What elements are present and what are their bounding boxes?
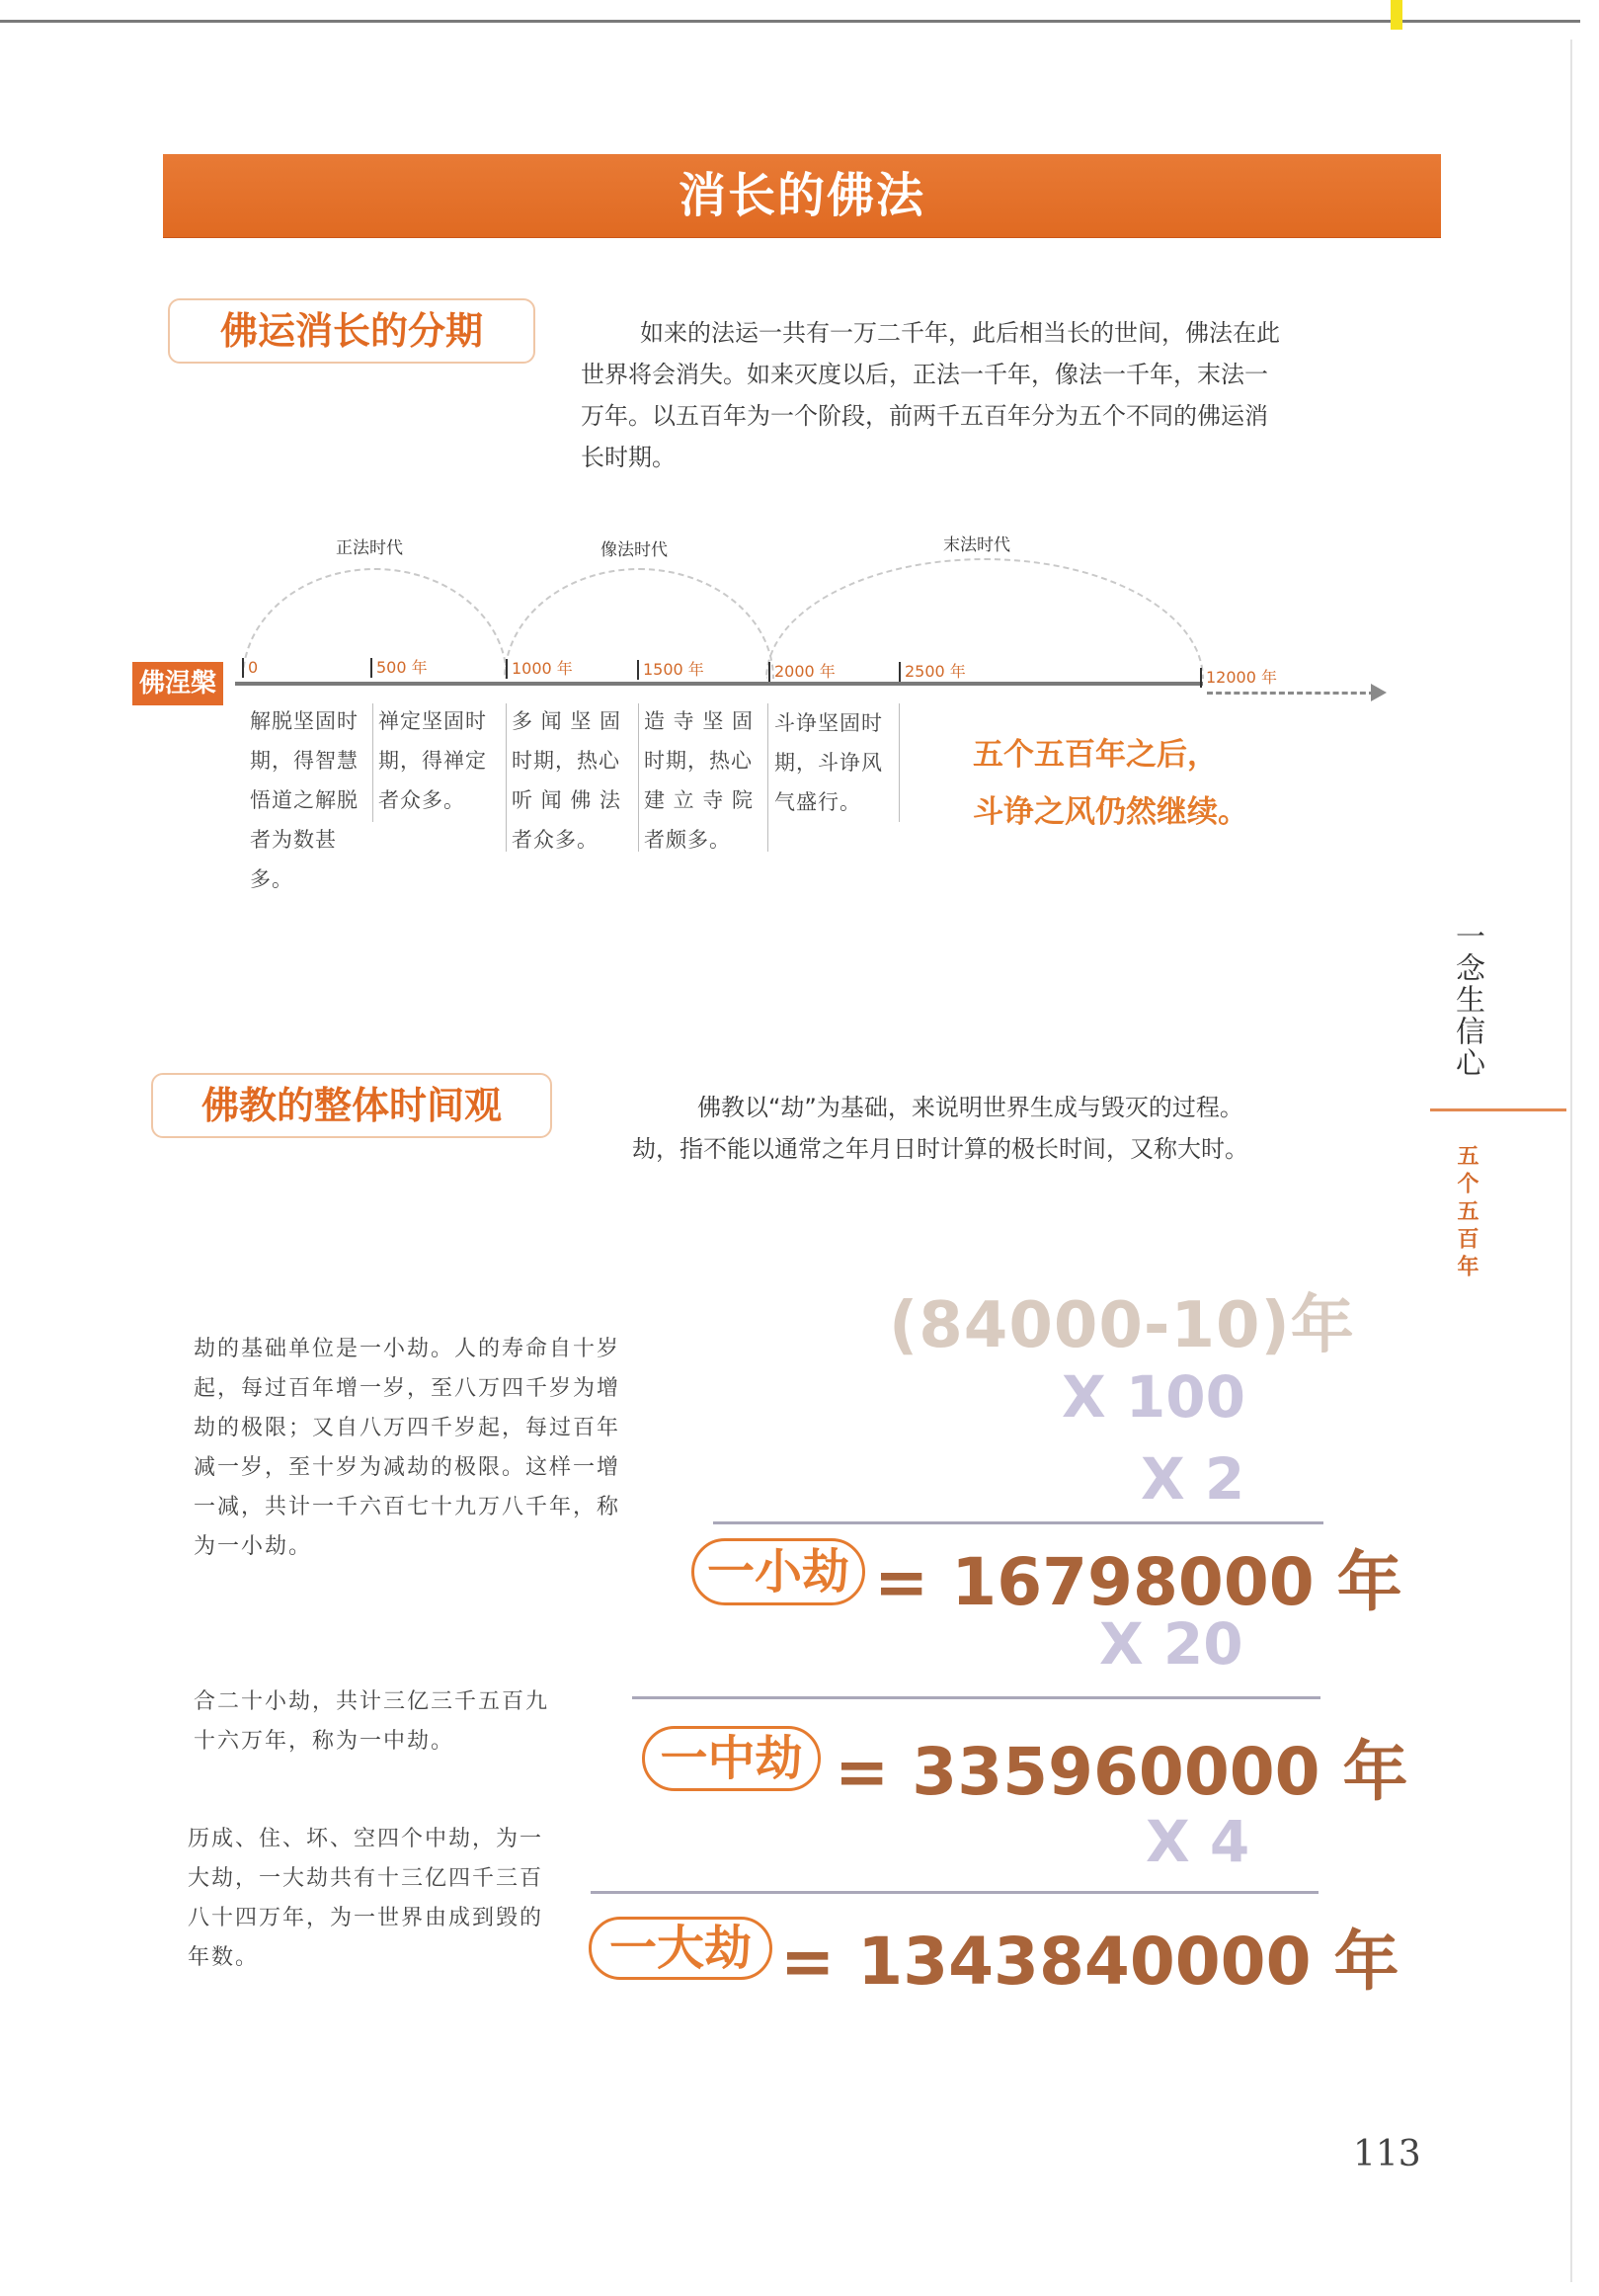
desc-line: 劫的基础单位是一小劫。人的寿命自十岁	[194, 1337, 621, 1361]
tick-label: 500 年	[370, 658, 428, 678]
intro-line: 世界将会消失。如来灭度以后，正法一千年，像法一千年，末法一	[581, 361, 1268, 388]
period-line: 禅定坚固时	[378, 709, 487, 733]
period-line: 解脱坚固时	[250, 709, 359, 733]
period-divider	[506, 703, 507, 852]
era-label-final-dharma: 末法时代	[943, 535, 1010, 555]
multiplier-4: X 4	[1146, 1808, 1250, 1875]
page-number: 113	[1353, 2134, 1421, 2174]
chapter-tab-rule	[1430, 1108, 1566, 1111]
period-learning	[512, 701, 638, 860]
calc-rule	[713, 1521, 1323, 1524]
page-tab-marker	[1391, 0, 1402, 30]
middle-kalpa-label: 一中劫	[642, 1726, 821, 1791]
intro-line: 劫，指不能以通常之年月日时计算的极长时间，又称大时。	[632, 1135, 1248, 1163]
section-tab: 五个五百年	[1454, 1144, 1479, 1282]
desc-line: 历成、住、坏、空四个中劫，为一	[188, 1827, 544, 1851]
small-kalpa-value: = 16798000 年	[874, 1544, 1402, 1620]
desc-line: 年数。	[188, 1945, 260, 1970]
period-strife	[774, 703, 903, 822]
intro-line: 万年。以五百年为一个阶段，前两千五百年分为五个不同的佛运消	[581, 402, 1268, 430]
period-line: 气盛行。	[774, 790, 861, 814]
strife-continues-note	[973, 726, 1328, 841]
desc-line: 一减，共计一千六百七十九万八千年，称	[194, 1495, 621, 1519]
period-line: 期，斗诤风	[774, 751, 883, 775]
period-line: 者颇多。	[644, 828, 731, 852]
era-label-true-dharma: 正法时代	[336, 538, 403, 558]
period-line: 时期，热心	[644, 749, 753, 773]
desc-line: 十六万年，称为一中劫。	[194, 1729, 455, 1754]
multiplier-20: X 20	[1099, 1610, 1243, 1678]
desc-line: 起，每过百年增一岁，至八万四千岁为增	[194, 1376, 621, 1401]
period-liberation	[250, 701, 373, 899]
period-line: 斗诤坚固时	[774, 711, 883, 735]
tick-label: 1000 年	[506, 659, 573, 679]
timeline-continuation	[1207, 692, 1375, 695]
desc-line: 为一小劫。	[194, 1534, 313, 1559]
page-title: 消长的佛法	[678, 168, 925, 223]
tick-label: 12000 年	[1200, 668, 1277, 688]
period-divider	[372, 703, 373, 822]
page-edge-rule	[1570, 40, 1572, 2282]
great-kalpa-label: 一大劫	[589, 1917, 772, 1980]
timeline-arrow-icon	[1371, 684, 1387, 701]
section2-intro	[632, 1087, 1422, 1170]
calc-rule	[591, 1891, 1319, 1894]
nirvana-start-badge: 佛涅槃	[132, 662, 223, 705]
period-line: 多 闻 坚 固	[512, 709, 622, 733]
note-line: 五个五百年之后，	[973, 737, 1218, 773]
intro-line: 长时期。	[581, 444, 676, 471]
timeline-bar	[235, 682, 1203, 686]
period-line: 时期，热心	[512, 749, 620, 773]
period-line: 期，得禅定	[378, 749, 487, 773]
period-divider	[638, 703, 639, 852]
period-line: 造 寺 坚 固	[644, 709, 755, 733]
great-kalpa-description	[188, 1820, 602, 1978]
section-heading-time-view: 佛教的整体时间观	[151, 1073, 552, 1138]
section-heading-periods: 佛运消长的分期	[168, 298, 535, 364]
period-line: 者众多。	[378, 788, 465, 812]
note-line: 斗诤之风仍然继续。	[973, 794, 1248, 830]
middle-kalpa-value: = 335960000 年	[835, 1734, 1408, 1810]
period-divider	[899, 703, 900, 822]
period-temple-building	[644, 701, 770, 860]
multiplier-2: X 2	[1141, 1445, 1245, 1513]
calc-rule	[632, 1696, 1320, 1699]
period-line: 者众多。	[512, 828, 599, 852]
title-banner	[163, 154, 1441, 237]
tick-label: 2000 年	[768, 662, 836, 682]
period-divider	[767, 703, 768, 852]
intro-line: 佛教以“劫”为基础，来说明世界生成与毁灭的过程。	[697, 1094, 1243, 1121]
period-line: 者为数甚多。	[250, 828, 337, 891]
small-kalpa-description	[194, 1330, 697, 1567]
desc-line: 合二十小劫，共计三亿三千五百九	[194, 1689, 550, 1714]
period-line: 建 立 寺 院	[644, 788, 755, 812]
tick-label: 1500 年	[637, 660, 704, 680]
small-kalpa-label: 一小劫	[691, 1538, 865, 1605]
tick-label: 2500 年	[899, 662, 966, 682]
great-kalpa-value: = 1343840000 年	[780, 1924, 1399, 2000]
multiplier-100: X 100	[1062, 1363, 1245, 1431]
period-meditation	[378, 701, 505, 820]
period-line: 听 闻 佛 法	[512, 788, 622, 812]
era-arc-final-dharma	[765, 558, 1204, 679]
desc-line: 大劫，一大劫共有十三亿四千三百	[188, 1866, 544, 1891]
middle-kalpa-description	[194, 1682, 608, 1762]
lifespan-formula: (84000-10)年	[889, 1289, 1355, 1362]
period-line: 期，得智慧	[250, 749, 359, 773]
era-label-semblance-dharma: 像法时代	[600, 540, 668, 560]
tick-label: 0	[242, 658, 258, 678]
intro-line: 如来的法运一共有一万二千年，此后相当长的世间，佛法在此	[640, 319, 1280, 347]
desc-line: 八十四万年，为一世界由成到毁的	[188, 1906, 544, 1930]
desc-line: 减一岁，至十岁为减劫的极限。这样一增	[194, 1455, 621, 1480]
period-line: 悟道之解脱	[250, 788, 359, 812]
section1-intro	[581, 312, 1450, 478]
desc-line: 劫的极限；又自八万四千岁起，每过百年	[194, 1416, 621, 1440]
chapter-tab: 一念生信心	[1450, 921, 1484, 1079]
top-border-rule	[0, 20, 1580, 23]
